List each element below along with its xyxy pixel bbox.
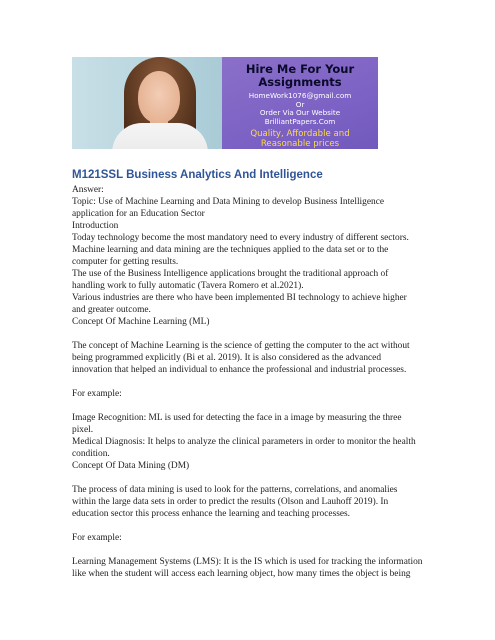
banner-title-line2: Assignments [258, 75, 342, 89]
text-line: handling work to fully automatic (Tavera Romero et al.2021). [72, 281, 304, 291]
blank-line [72, 472, 428, 484]
text-line: pixel. [72, 425, 94, 435]
banner-website: BrilliantPapers.Com [264, 116, 336, 126]
text-line: innovation that helped an individual to enhance the professional and industrial processes. [72, 365, 407, 375]
text-line: Answer: [72, 185, 104, 195]
blank-line [72, 520, 428, 532]
text-line: Today technology become the most mandatory need to every industry of different sectors. [72, 233, 409, 243]
text-line: The concept of Machine Learning is the science of getting the computer to the act without [72, 341, 410, 351]
banner-order-text: Order Via Our Website [259, 108, 341, 118]
text-line: condition. [72, 449, 110, 459]
text-line: Machine learning and data mining are the techniques applied to the data set or to the [72, 245, 389, 255]
advertisement-banner[interactable] [72, 57, 378, 149]
text-line: For example: [72, 533, 122, 543]
document-title: M121SSL Business Analytics And Intelligence [72, 169, 323, 181]
blank-line [72, 400, 428, 412]
text-line: Introduction [72, 221, 119, 231]
text-line: and greater outcome. [72, 305, 151, 315]
document-body [72, 184, 428, 580]
text-line: application for an Education Sector [72, 209, 205, 219]
text-line: Concept Of Data Mining (DM) [72, 461, 190, 471]
text-line: Medical Diagnosis: It helps to analyze the clinical parameters in order to monitor the health [72, 437, 416, 447]
banner-or: Or [295, 99, 305, 109]
text-line: being programmed explicitly (Bi et al. 2019). It is also considered as the advanced [72, 353, 382, 363]
text-line: Learning Management Systems (LMS): It is the IS which is used for tracking the information [72, 557, 423, 567]
banner-tagline-line2: Reasonable prices [260, 139, 340, 149]
banner-title-line1: Hire Me For Your [245, 62, 355, 76]
photo-face-shape [138, 71, 180, 123]
woman-photo [72, 57, 222, 149]
photo-body-shape [112, 123, 208, 149]
text-line: The use of the Business Intelligence applications brought the traditional approach of [72, 269, 389, 279]
banner-text-panel [222, 57, 378, 149]
blank-line [72, 328, 428, 340]
text-line: The process of data mining is used to look for the patterns, correlations, and anomalies [72, 485, 398, 495]
banner-tagline-line1: Quality, Affordable and [250, 129, 350, 140]
banner-email: HomeWork1076@gmail.com [248, 91, 352, 100]
text-line: Topic: Use of Machine Learning and Data Mining to develop Business Intelligence [72, 197, 385, 207]
text-line: like when the student will access each learning object, how many times the object is being [72, 569, 411, 579]
blank-line [72, 376, 428, 388]
text-line: within the large data sets in order to predict the results (Olson and Lauhoff 2019). In [72, 497, 389, 507]
text-line: computer for getting results. [72, 257, 179, 267]
text-line: Concept Of Machine Learning (ML) [72, 317, 210, 327]
text-line: education sector this process enhance the learning and teaching processes. [72, 509, 351, 519]
text-line: For example: [72, 389, 122, 399]
text-line: Various industries are there who have been implemented BI technology to achieve higher [72, 293, 407, 303]
blank-line [72, 544, 428, 556]
text-line: Image Recognition: ML is used for detecting the face in a image by measuring the three [72, 413, 402, 423]
